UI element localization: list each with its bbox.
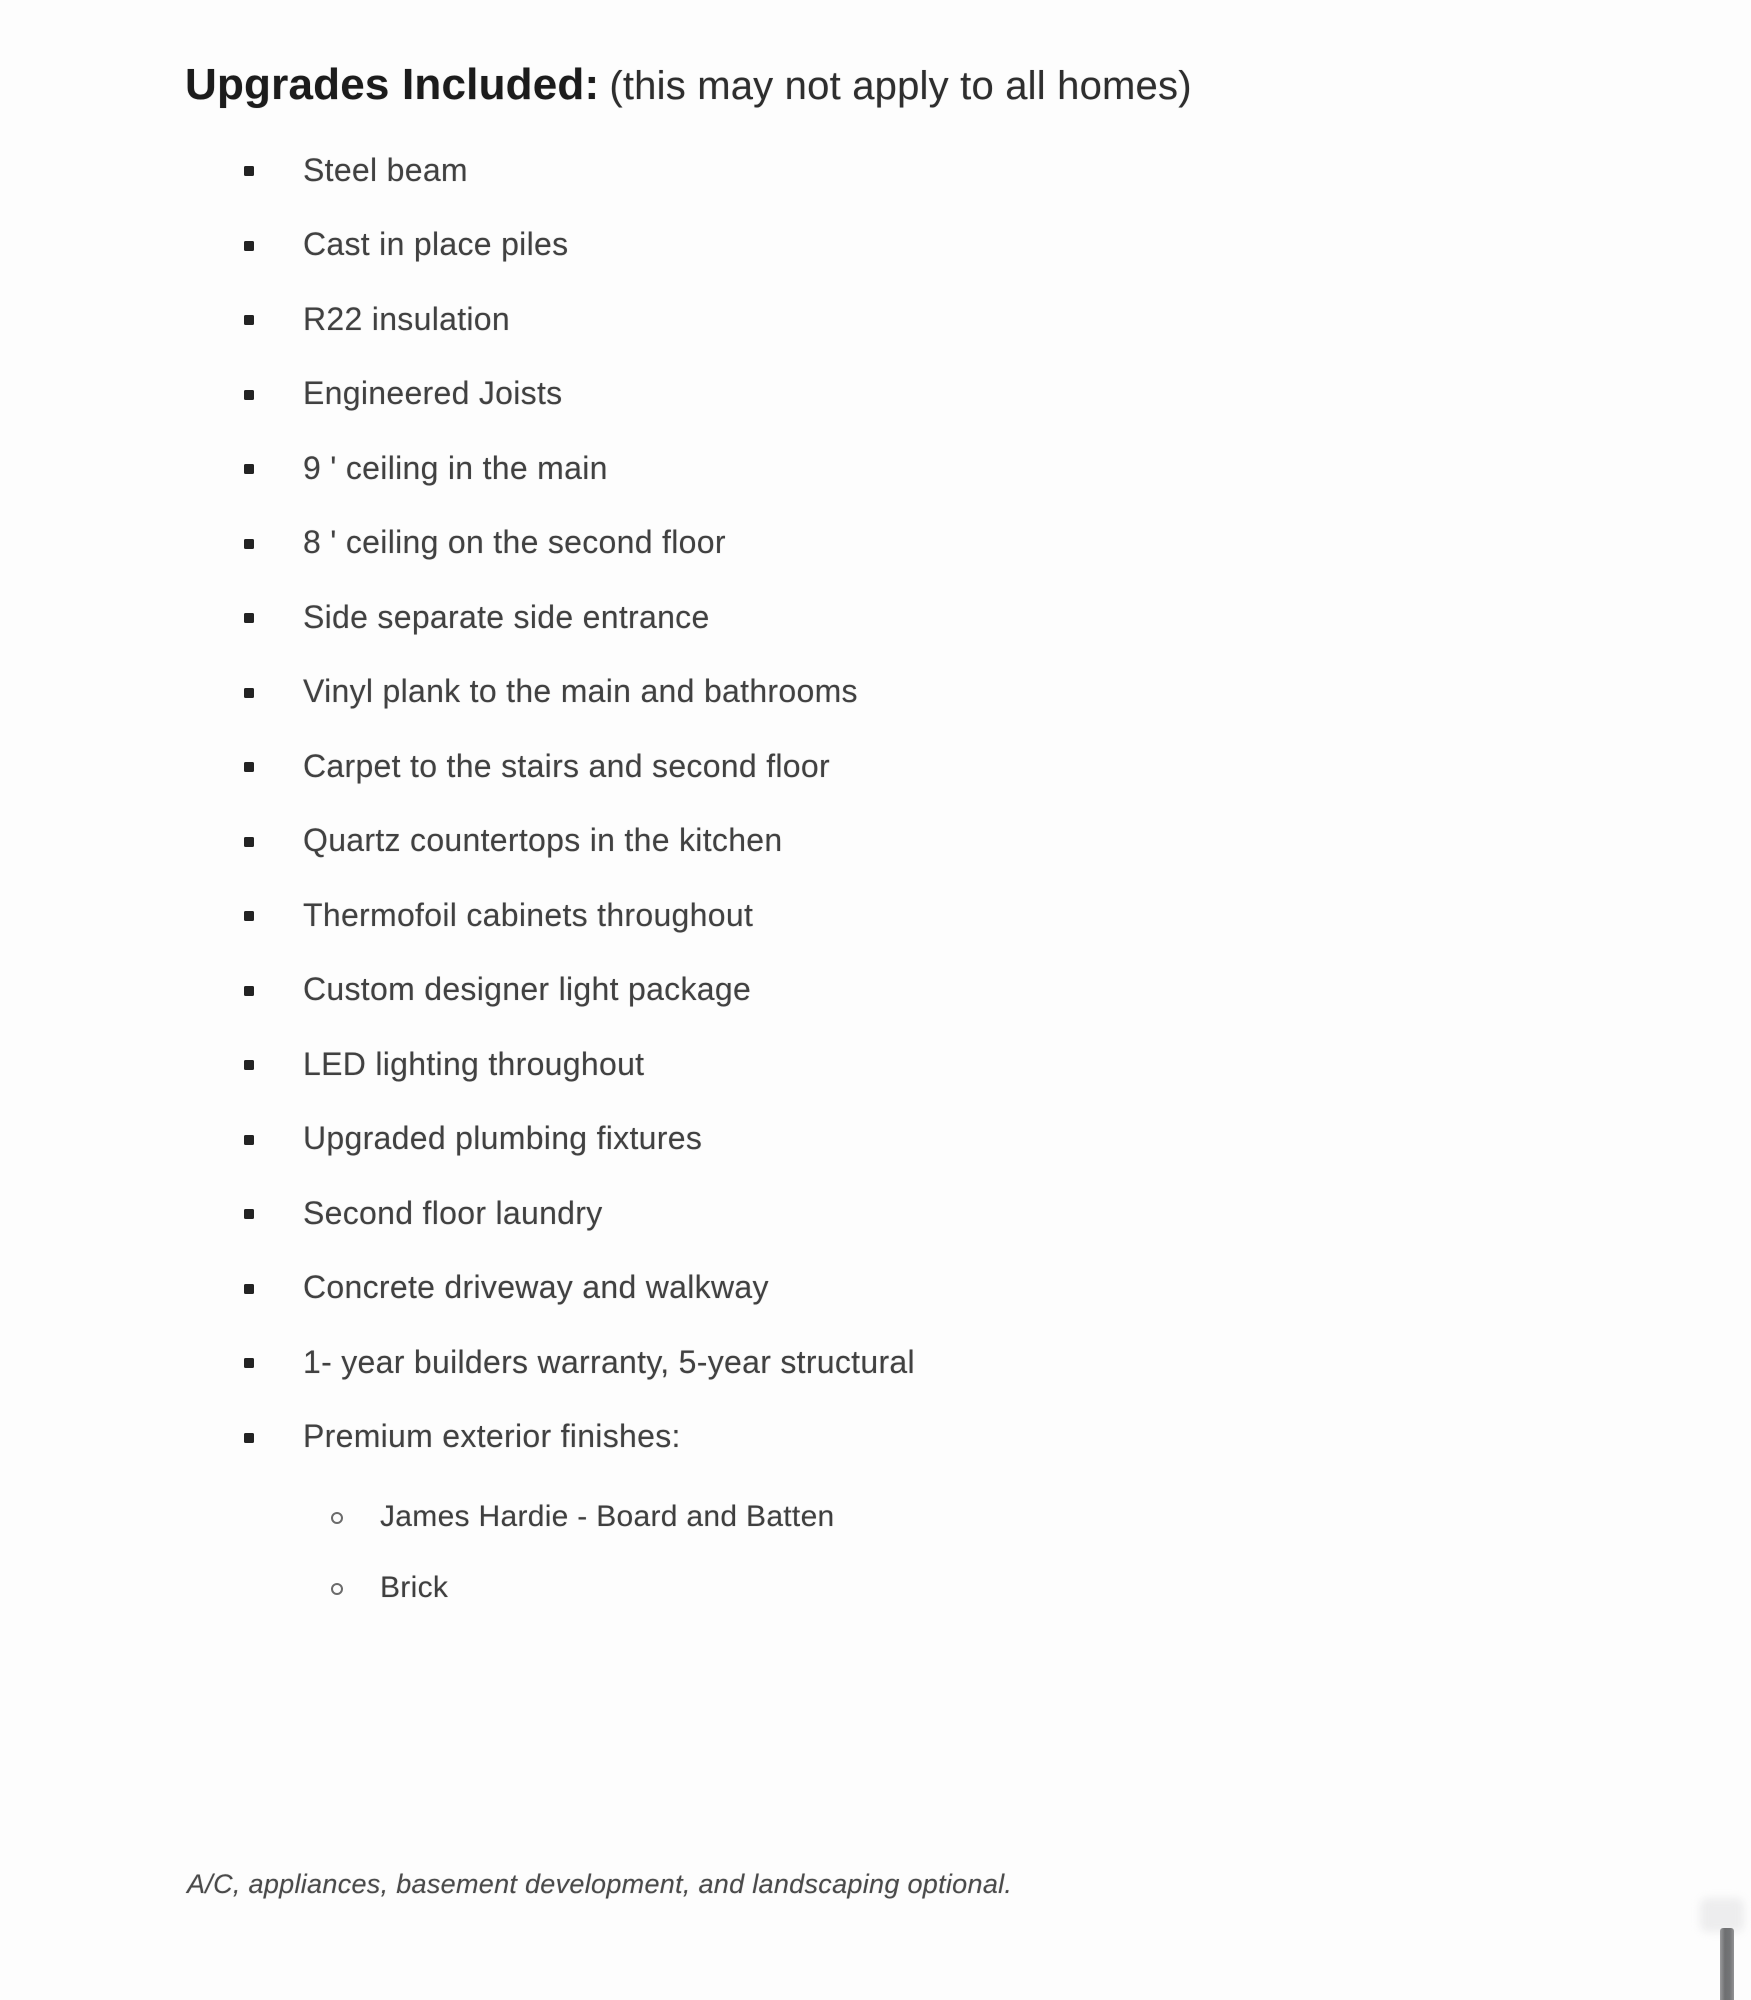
list-item-label: 9 ' ceiling in the main xyxy=(303,449,608,486)
circle-bullet-icon xyxy=(331,1512,343,1524)
sub-list-item xyxy=(0,1552,1751,1623)
square-bullet-icon xyxy=(244,613,254,623)
scrollbar-thumb[interactable] xyxy=(1720,1928,1734,2000)
list-item xyxy=(0,878,1751,953)
list-item-label: Concrete driveway and walkway xyxy=(303,1269,769,1306)
list-item-label: Thermofoil cabinets throughout xyxy=(303,896,754,933)
list-item-label: 1- year builders warranty, 5-year structural xyxy=(303,1343,915,1380)
page-title-bold: Upgrades Included: xyxy=(185,60,600,109)
list-item-label: Carpet to the stairs and second floor xyxy=(303,747,830,784)
circle-bullet-icon xyxy=(331,1583,343,1595)
list-item xyxy=(0,1027,1751,1102)
list-item xyxy=(0,1400,1751,1475)
square-bullet-icon xyxy=(244,315,254,325)
list-item-label: Upgraded plumbing fixtures xyxy=(303,1120,703,1157)
list-item xyxy=(0,953,1751,1028)
square-bullet-icon xyxy=(244,986,254,996)
square-bullet-icon xyxy=(244,539,254,549)
list-item-label: R22 insulation xyxy=(303,300,510,337)
square-bullet-icon xyxy=(244,837,254,847)
list-item-label: Second floor laundry xyxy=(303,1194,603,1231)
page-title xyxy=(185,60,1192,110)
optional-items-note: A/C, appliances, basement development, and landscaping optional. xyxy=(187,1869,1013,1899)
list-item xyxy=(0,1325,1751,1400)
list-item xyxy=(0,506,1751,581)
page-title-note: (this may not apply to all homes) xyxy=(609,64,1192,108)
list-item-label: Quartz countertops in the kitchen xyxy=(303,822,783,859)
list-item xyxy=(0,133,1751,208)
square-bullet-icon xyxy=(244,1284,254,1294)
list-item-label: 8 ' ceiling on the second floor xyxy=(303,524,726,561)
list-item-label: LED lighting throughout xyxy=(303,1045,645,1082)
list-item xyxy=(0,1176,1751,1251)
list-item xyxy=(0,282,1751,357)
list-item-label: Cast in place piles xyxy=(303,226,569,263)
scrollbar-track xyxy=(1700,1898,1744,1932)
sub-list-item-label: James Hardie - Board and Batten xyxy=(380,1499,835,1533)
square-bullet-icon xyxy=(244,166,254,176)
square-bullet-icon xyxy=(244,1358,254,1368)
sub-list-item xyxy=(0,1481,1751,1552)
square-bullet-icon xyxy=(244,1060,254,1070)
square-bullet-icon xyxy=(244,911,254,921)
square-bullet-icon xyxy=(244,390,254,400)
list-item-label: Premium exterior finishes: xyxy=(303,1418,681,1455)
square-bullet-icon xyxy=(244,241,254,251)
square-bullet-icon xyxy=(244,1135,254,1145)
sub-list-item-label: Brick xyxy=(380,1570,449,1604)
list-item xyxy=(0,729,1751,804)
list-item xyxy=(0,357,1751,432)
exterior-finishes-sublist xyxy=(0,1481,1751,1623)
list-item-label: Side separate side entrance xyxy=(303,598,710,635)
square-bullet-icon xyxy=(244,688,254,698)
list-item xyxy=(0,208,1751,283)
list-item-label: Vinyl plank to the main and bathrooms xyxy=(303,673,858,710)
list-item-label: Custom designer light package xyxy=(303,971,752,1008)
list-item xyxy=(0,431,1751,506)
list-item-label: Engineered Joists xyxy=(303,375,563,412)
list-item xyxy=(0,580,1751,655)
list-item-label: Steel beam xyxy=(303,151,468,188)
square-bullet-icon xyxy=(244,762,254,772)
square-bullet-icon xyxy=(244,464,254,474)
list-item xyxy=(0,804,1751,879)
square-bullet-icon xyxy=(244,1209,254,1219)
list-item xyxy=(0,1102,1751,1177)
list-item xyxy=(0,655,1751,730)
square-bullet-icon xyxy=(244,1433,254,1443)
list-item xyxy=(0,1251,1751,1326)
upgrades-list xyxy=(0,133,1751,1474)
